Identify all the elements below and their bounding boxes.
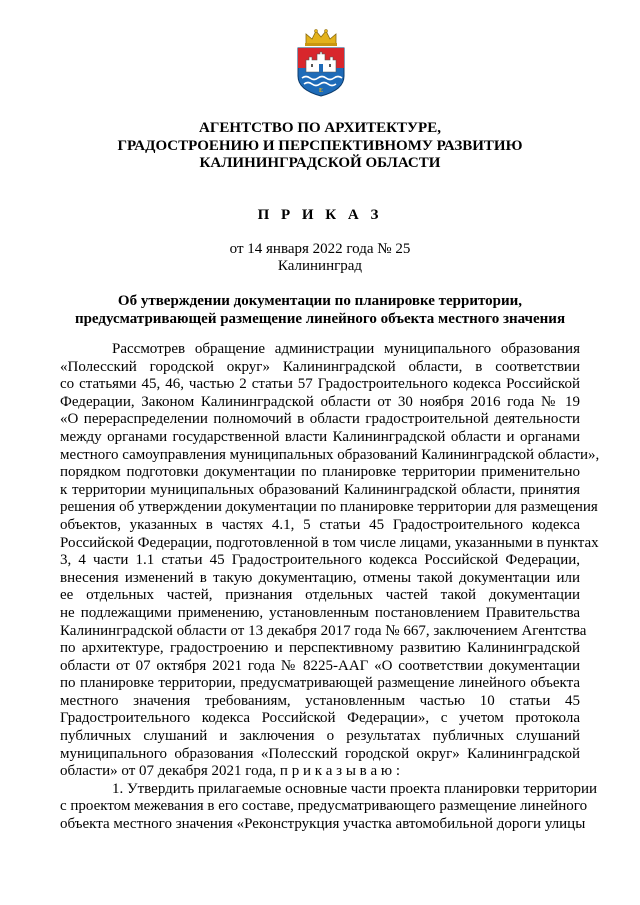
- body-line: не подлежащими применению, установленным постановлением Правительства: [60, 604, 580, 621]
- body-line: внесения изменений в такую документацию, отмены такой документации или: [60, 569, 580, 586]
- body-line: Градостроительного кодекса Российской Федерации», с учетом протокола: [60, 710, 580, 727]
- body-line: порядком подготовки документации по планировке территории применительно: [60, 464, 580, 481]
- body-line: с проектом межевания в его составе, предусматривающего размещение линейного: [60, 798, 588, 815]
- agency-line: АГЕНТСТВО ПО АРХИТЕКТУРЕ,: [199, 120, 441, 136]
- agency-line: КАЛИНИНГРАДСКОЙ ОБЛАСТИ: [199, 155, 441, 172]
- order-title: П Р И К А З: [257, 207, 383, 223]
- subject-line: предусматривающей размещение линейного объекта местного значения: [74, 310, 566, 327]
- body-line: решения об утверждении документации по планировке территории для размещения: [60, 499, 598, 516]
- agency-line: ГРАДОСТРОЕНИЮ И ПЕРСПЕКТИВНОМУ РАЗВИТИЮ: [117, 137, 523, 154]
- svg-text:Е: Е: [318, 88, 324, 94]
- agency-name: [60, 120, 580, 173]
- body-line: 1. Утвердить прилагаемые основные части проекта планировки территории: [112, 780, 598, 797]
- body-line: Калининградской области от 13 декабря 2017 года № 667, заключением Агентства: [60, 622, 587, 639]
- body-line: области» от 07 декабря 2021 года, п р и к а з ы в а ю :: [60, 763, 401, 780]
- order-date-number: от 14 января 2022 года № 25: [229, 241, 411, 257]
- body-line: области от 07 октября 2021 года № 8225-ААГ «О соответствии документации: [60, 657, 580, 674]
- body-line: Рассмотрев обращение администрации муниципального образования: [112, 341, 580, 357]
- body-line: к территории муниципальных образований Калининградской области, принятия: [60, 481, 580, 498]
- body-line: объектов, указанных в частях 4.1, 5 статьи 45 Градостроительного кодекса: [60, 516, 580, 533]
- body-line: по планировке территории, предусматривающей размещение линейного объекта: [60, 675, 580, 692]
- body-line: ее отдельных частей, признания отдельных частей такой документации: [60, 587, 580, 604]
- body-line: «О перераспределении полномочий в области градостроительной деятельности: [60, 411, 580, 428]
- body-line: между органами государственной власти Калининградской области и органами: [60, 428, 580, 445]
- order-city: Калининград: [277, 258, 363, 274]
- body-line: по архитектуре, градостроению и перспективному развитию Калининградской: [60, 640, 580, 657]
- body-line: 3, 4 части 1.1 статьи 45 Градостроительного кодекса Российской Федерации,: [60, 552, 580, 569]
- body-line: местного значения требованиям, установленным частью 10 статьи 45: [60, 692, 580, 709]
- body-line: муниципального образования «Полесский городской округ» Калининградской: [60, 745, 580, 762]
- body-line: объекта местного значения «Реконструкция участка автомобильной дороги улицы: [60, 816, 586, 833]
- order-body: [60, 341, 600, 834]
- body-line: Российской Федерации, подготовленной в том числе лицами, указанными в пунктах: [60, 534, 599, 551]
- kaliningrad-coat-of-arms-icon: [292, 28, 350, 98]
- subject-line: Об утверждении документации по планировке территории,: [117, 293, 523, 309]
- body-line: публичных слушаний и заключения о результатах публичных слушаний: [60, 728, 580, 745]
- body-line: со статьями 45, 46, частью 2 статьи 57 Градостроительного кодекса Российской: [60, 376, 580, 393]
- order-subject: [60, 293, 580, 328]
- body-line: Федерации, Законом Калининградской области от 30 ноября 2016 года № 19: [60, 393, 580, 410]
- body-line: «Полесский городской округ» Калининградской области, в соответствии: [60, 358, 580, 375]
- body-line: местного самоуправления муниципальных образований Калининградской области»,: [60, 446, 600, 463]
